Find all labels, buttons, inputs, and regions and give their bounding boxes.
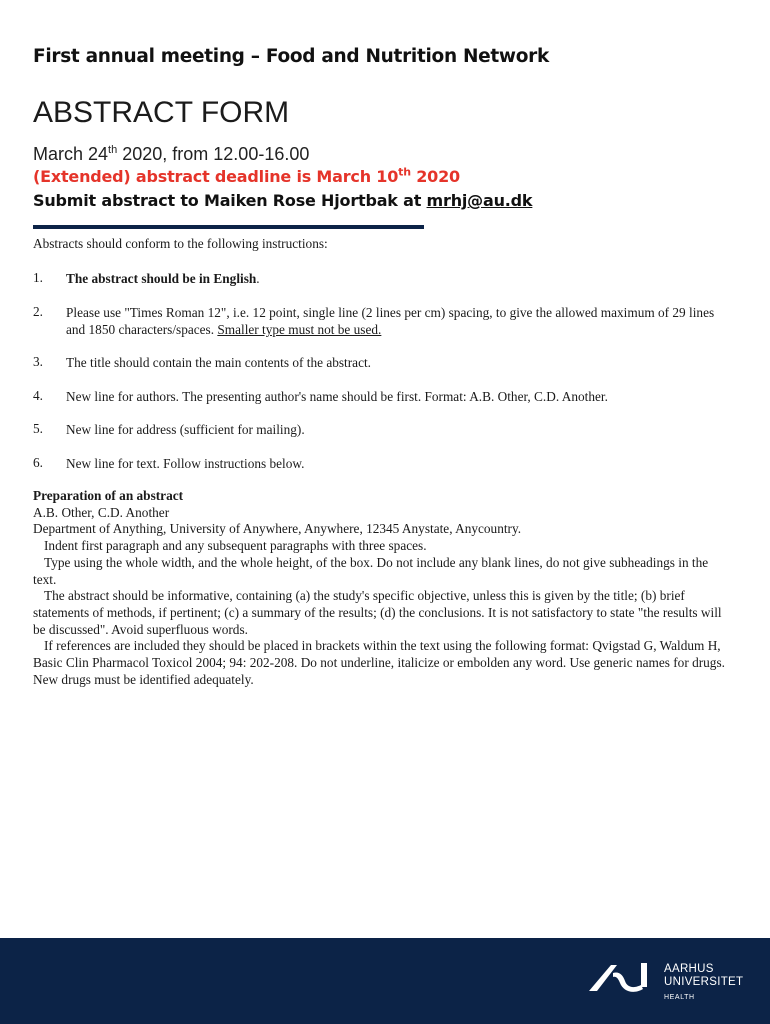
event-date: [33, 144, 309, 165]
submit-prefix: Submit abstract to Maiken Rose Hjortbak at: [33, 191, 427, 210]
item-text: New line for authors. The presenting author's name should be first. Format: A.B. Other, C.D. Another.: [66, 389, 608, 404]
item-number: 6.: [33, 455, 43, 470]
logo-line-2: UNIVERSITET: [664, 976, 744, 988]
item-text: [66, 270, 726, 287]
logo-line-3: HEALTH: [664, 994, 695, 1001]
university-logo-text: [664, 963, 743, 1001]
prep-para-1: Indent first paragraph and any subsequent paragraphs with three spaces.: [44, 538, 427, 554]
prep-para-3: The abstract should be informative, containing (a) the study's specific objective, unless this is given by the title; (b) brief statements of methods, if pertinent; (c) a summary of the results; (d) the conclusions. It is not satisfactory to state "the results will be discussed". Avoid superfluous words.: [33, 588, 722, 637]
item-text: New line for address (sufficient for mailing).: [66, 422, 305, 437]
prep-heading: Preparation of an abstract: [33, 488, 184, 503]
university-logo-icon: [587, 961, 657, 995]
header-divider: [33, 225, 424, 229]
date-sup: th: [108, 144, 118, 156]
date-suffix: 2020, from 12.00-16.00: [117, 144, 310, 164]
item-text: New line for text. Follow instructions below.: [66, 456, 305, 471]
meeting-title: First annual meeting – Food and Nutrition Network: [33, 46, 549, 67]
deadline-prefix: (Extended) abstract deadline is March 10: [33, 167, 399, 186]
logo-line-1: AARHUS: [664, 963, 714, 975]
item-period: .: [256, 271, 260, 286]
instructions-intro: Abstracts should conform to the following instructions:: [33, 236, 328, 251]
page-title: ABSTRACT FORM: [33, 96, 290, 129]
deadline-sup: th: [398, 165, 411, 179]
deadline-suffix: 2020: [410, 167, 460, 186]
item-underline: Smaller type must not be used.: [217, 322, 382, 337]
date-prefix: March 24: [33, 144, 109, 164]
deadline-notice: [33, 167, 460, 186]
item-number: 2.: [33, 304, 43, 319]
item-bold: The abstract should be in English: [66, 271, 257, 286]
item-text: The title should contain the main contents of the abstract.: [66, 355, 372, 370]
prep-address: Department of Anything, University of Anywhere, Anywhere, 12345 Anystate, Anycountry.: [33, 521, 522, 537]
item-number: 3.: [33, 354, 43, 369]
email-link[interactable]: mrhj@au.dk: [426, 191, 533, 210]
prep-para-2: Type using the whole width, and the whole height, of the box. Do not include any blank lines, do not give subheadings in the text.: [33, 554, 709, 587]
item-number: 1.: [33, 270, 43, 285]
item-main-text: Please use "Times Roman 12", i.e. 12 point, single line (2 lines per cm) spacing, to give the allowed maximum of 29 lines and 1850 characters/spaces.: [66, 305, 715, 337]
submit-line: [33, 191, 532, 210]
prep-authors: A.B. Other, C.D. Another: [33, 504, 170, 520]
item-number: 5.: [33, 421, 43, 436]
item-number: 4.: [33, 388, 43, 403]
abstract-example: [33, 488, 733, 688]
item-text: [66, 304, 726, 338]
prep-para-4: If references are included they should be placed in brackets within the text using the following format: Qvigstad G, Waldum H, Basic Clin Pharmacol Toxicol 2004; 94: 202-208. Do not underline, italicize or embolden any word. Use generic names for drugs. New drugs must be identified adequately.: [33, 638, 725, 687]
